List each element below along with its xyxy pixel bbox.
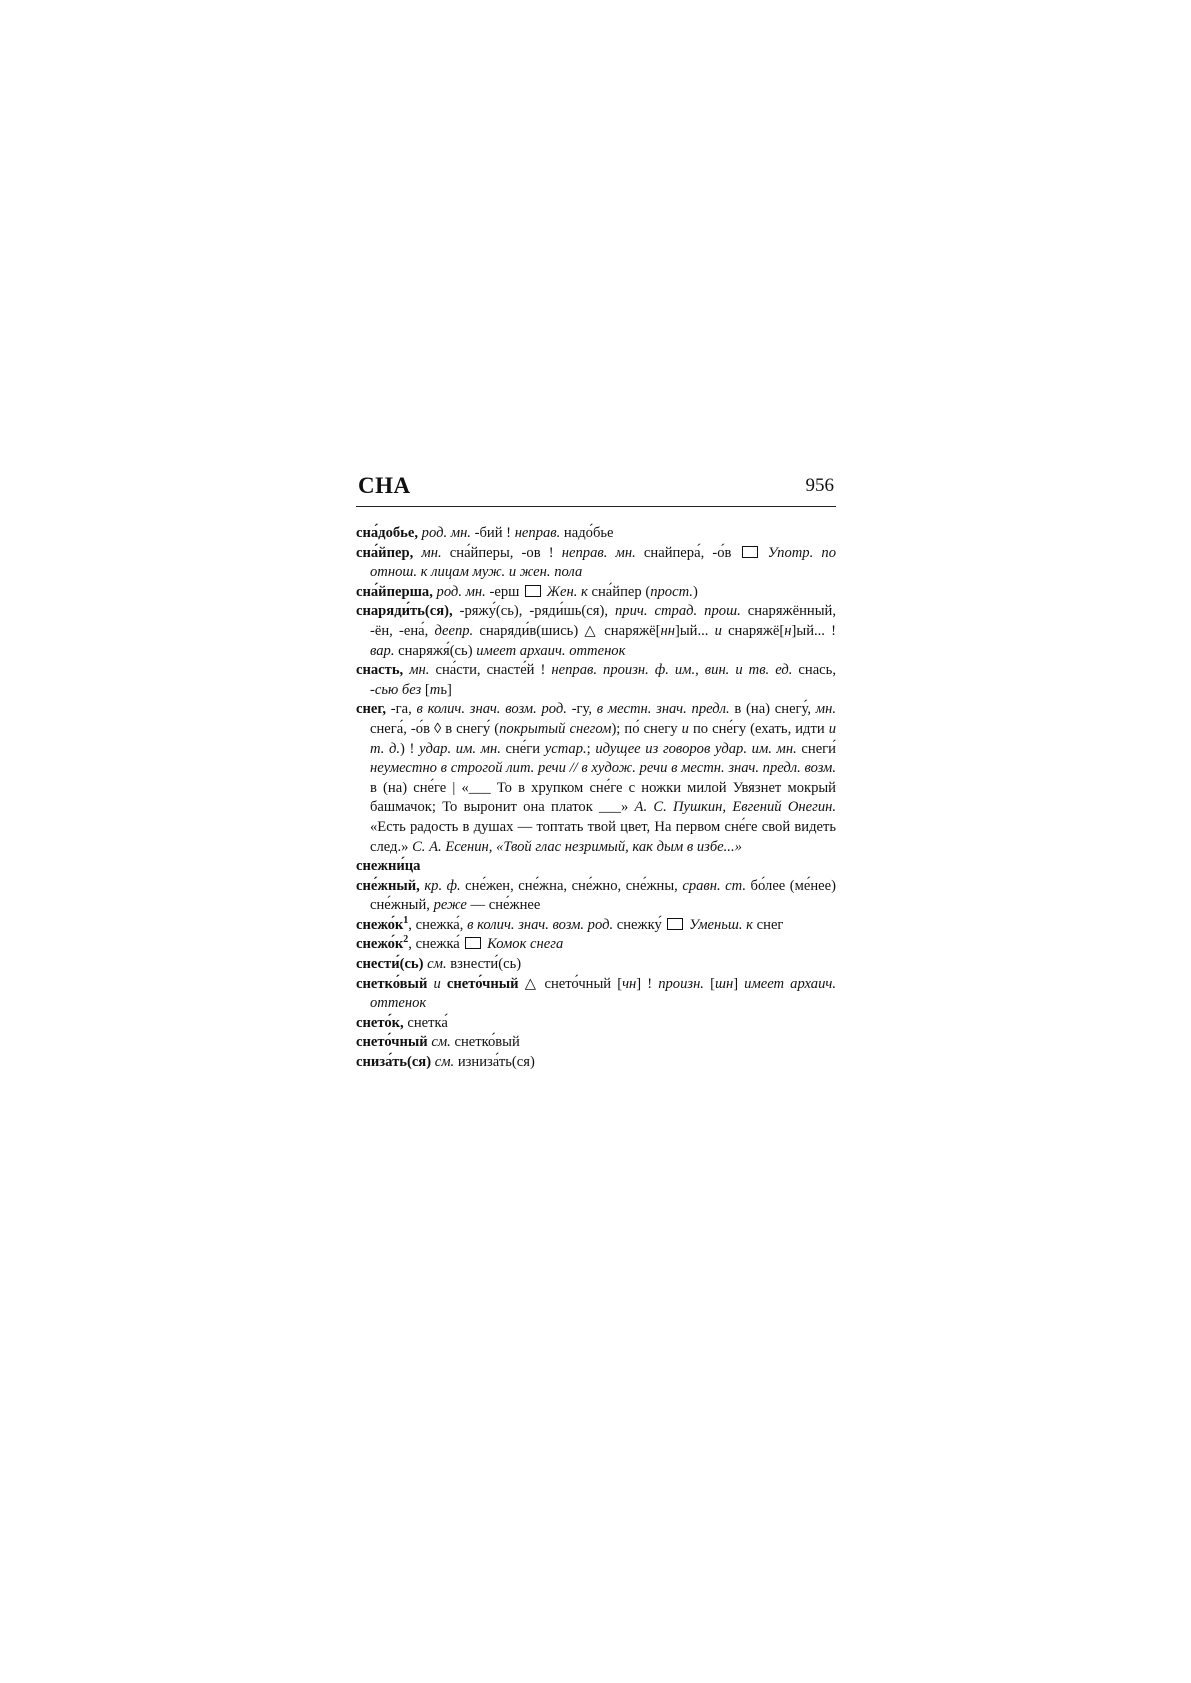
entry-text: «Есть радость в душах — топтать твой цвет, На первом сне́ге свой видеть след.» [370, 818, 836, 855]
entry-text: в (на) снегу́, [729, 701, 816, 718]
entry-text: -гу, [566, 701, 597, 718]
grammar-note: неправ. [514, 525, 561, 541]
grammar-note: прич. страд. прош. [615, 603, 741, 620]
headword: снаряди́ть(ся), [356, 603, 453, 620]
entry-text: ) ! [400, 740, 420, 757]
entry-text: снетка́ [403, 1014, 448, 1031]
entry-text [760, 545, 768, 561]
usage-note-box-icon [525, 585, 541, 597]
grammar-note: устар. [544, 740, 587, 757]
entry-text: ь] [440, 681, 452, 698]
dictionary-entry [356, 975, 836, 1014]
grammar-note: Комок снега [487, 936, 564, 953]
entry-text: -ряжу́(сь), -ряди́шь(ся), [452, 603, 615, 620]
dictionary-page [356, 473, 837, 1073]
grammar-note: m [429, 681, 441, 698]
headword: снето́чный [446, 975, 519, 992]
dictionary-entry [356, 857, 836, 877]
grammar-note: род. мн. [436, 583, 486, 600]
grammar-note: -сью без [370, 681, 422, 698]
entries-list [356, 524, 836, 1073]
dictionary-entry [356, 1053, 836, 1073]
dictionary-entry [356, 877, 836, 916]
entry-text: снаряжё[ [721, 622, 785, 639]
grammar-note: произн. [658, 975, 704, 992]
entry-text: [ [421, 681, 430, 698]
page-number: 956 [805, 475, 834, 496]
entry-text: ] [733, 975, 745, 992]
running-head: СНА [358, 473, 411, 498]
headword: снести́(сь) [356, 956, 424, 973]
headword: сна́добье, [356, 525, 419, 541]
entry-text: , снежка́, [408, 916, 468, 933]
grammar-note: в колич. знач. возм. род. [416, 701, 567, 718]
entry-text: , снежка́ [408, 936, 464, 953]
entry-text: бо́лее (ме́нее) сне́жный, [370, 877, 836, 914]
page-header [356, 473, 836, 507]
entry-text: в (на) сне́ге | «___ То в хрупком сне́ге с ножки милой Увязнет мокрый башмачок; То выронит она платок ___» [370, 779, 836, 816]
entry-text: -га, [386, 701, 417, 718]
grammar-note: прост. [650, 583, 693, 600]
dictionary-entry [356, 955, 836, 975]
grammar-note: Уменьш. к [689, 916, 754, 933]
grammar-note: реже [433, 897, 467, 914]
entry-text: снаряжя́(сь) [394, 642, 477, 659]
headword: снежо́к [356, 936, 404, 953]
grammar-note: вар. [370, 642, 395, 659]
headword: снежо́к [356, 916, 404, 933]
grammar-note: Употр. по отнош. к лицам муж. и жен. пола [370, 544, 837, 581]
dictionary-entry [356, 661, 836, 700]
dictionary-entry [356, 700, 836, 857]
grammar-note: покрытый снегом [499, 720, 612, 737]
entry-text: надо́бье [560, 525, 614, 541]
headword: сна́йперша, [356, 583, 433, 600]
grammar-note: шн [714, 975, 734, 992]
entry-text: снежку́ [613, 916, 666, 933]
grammar-note: и т. д. [370, 720, 837, 757]
entry-text: -бий ! [470, 525, 515, 541]
headword: снетко́вый [356, 975, 428, 992]
entry-text: сна́сти, снасте́й ! [429, 662, 552, 679]
grammar-note: идущее из говоров удар. им. мн. [595, 740, 797, 757]
entry-text: [ [703, 975, 715, 992]
grammar-note: см. [427, 956, 447, 973]
grammar-note: неуместно в строгой лит. речи // в худож. речи в местн. знач. предл. возм. [370, 760, 836, 777]
usage-note-box-icon [667, 918, 683, 930]
entry-text: изниза́ть(ся) [454, 1054, 535, 1071]
dictionary-entry [356, 583, 836, 603]
entry-text: снег [753, 916, 784, 933]
entry-text: сна́йперы, -ов ! [441, 544, 562, 561]
grammar-note: неправ. мн. [561, 544, 636, 561]
grammar-note: н [784, 622, 792, 639]
homonym-index: 1 [403, 915, 409, 927]
entry-text: ; [586, 740, 596, 757]
headword: сниза́ть(ся) [356, 1054, 432, 1071]
entry-text: ]ый... [674, 622, 715, 639]
headword: снасть, [356, 662, 404, 679]
dictionary-entry [356, 935, 836, 955]
dictionary-entry [356, 602, 836, 661]
grammar-note: мн. [409, 662, 430, 679]
grammar-note: деепр. [434, 622, 474, 639]
grammar-note: А. С. Пушкин, Евгений Онегин. [634, 799, 836, 816]
grammar-note: см. [431, 1034, 451, 1051]
grammar-note: неправ. произн. ф. им., вин. и тв. ед. [551, 662, 793, 679]
entry-text: ] ! [636, 975, 659, 992]
grammar-note: и [433, 975, 441, 992]
dictionary-entry [356, 1014, 836, 1034]
grammar-note: С. А. Есенин, «Твой глас незримый, как дым в избе...» [412, 838, 742, 855]
entry-text: — сне́жнее [466, 897, 541, 914]
grammar-note: род. мн. [421, 525, 471, 541]
entry-text: снаряжённый, -ён, -ена́, [370, 603, 836, 639]
grammar-note: Жен. к [546, 583, 588, 600]
entry-text: сне́ги [500, 740, 545, 757]
dictionary-entry [356, 544, 836, 583]
grammar-note: сравн. ст. [682, 877, 746, 894]
entry-text: ]ый... ! [791, 622, 836, 639]
grammar-note: кр. ф. [424, 877, 461, 894]
homonym-index: 2 [403, 934, 409, 946]
headword: снето́к, [356, 1014, 404, 1031]
usage-note-box-icon [742, 546, 758, 558]
grammar-note: и [714, 622, 722, 639]
entry-text: взнести́(сь) [446, 956, 522, 973]
entry-text: снась, [792, 662, 836, 679]
entry-text: снетко́вый [450, 1034, 520, 1051]
entry-text: снайпера́, -о́в [635, 544, 740, 561]
entry-text: по сне́гу (ехать, идти [688, 720, 829, 737]
headword: снег, [356, 701, 386, 718]
headword: снежни́ца [356, 858, 421, 875]
entry-text: снеги́ [796, 740, 836, 757]
entry-text: ) [692, 583, 698, 600]
entry-text: сне́жен, сне́жна, сне́жно, сне́жны, [460, 877, 683, 894]
grammar-note: нн [660, 622, 675, 639]
grammar-note: в колич. знач. возм. род. [467, 916, 614, 933]
entry-text: снаряди́в(шись) △ снаряжё[ [473, 622, 661, 639]
headword: сна́йпер, [356, 544, 414, 561]
usage-note-box-icon [465, 937, 481, 949]
grammar-note: в местн. знач. предл. [596, 701, 730, 718]
dictionary-entry [356, 524, 836, 544]
dictionary-entry [356, 916, 836, 936]
headword: сне́жный, [356, 877, 420, 894]
grammar-note: мн. [815, 701, 836, 718]
grammar-note: и [681, 720, 689, 737]
entry-text: снега́, -о́в ◊ в снегу́ ( [370, 720, 500, 737]
entry-text: △ снето́чный [ [518, 975, 623, 992]
grammar-note: мн. [421, 544, 442, 561]
entry-text: ); по́ снегу [611, 720, 682, 737]
grammar-note: имеет архаич. оттенок [370, 975, 836, 1012]
grammar-note: имеет архаич. оттенок [476, 642, 626, 659]
grammar-note: см. [434, 1054, 455, 1071]
dictionary-entry [356, 1033, 836, 1053]
entry-text: -ерш [485, 583, 523, 600]
grammar-note: удар. им. мн. [419, 740, 501, 757]
entry-text: сна́йпер ( [587, 583, 651, 600]
grammar-note: чн [622, 975, 637, 992]
headword: снето́чный [356, 1034, 428, 1051]
